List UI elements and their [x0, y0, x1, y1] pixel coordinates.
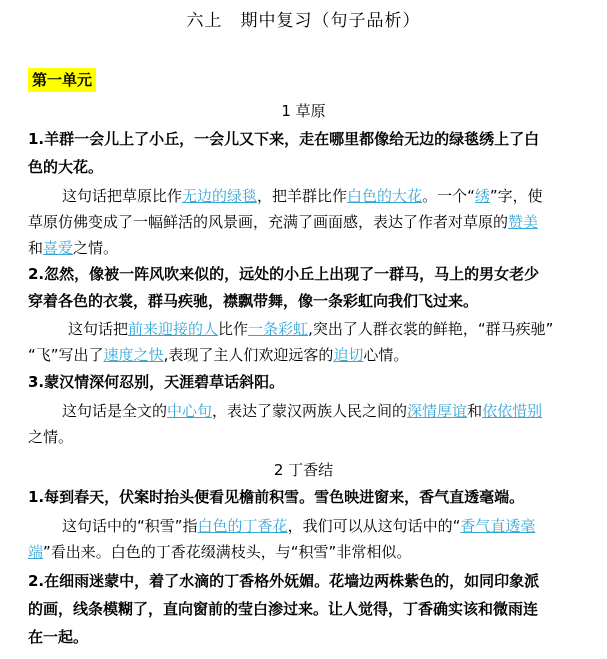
- answer-keyword: 前来迎接的人: [128, 320, 219, 338]
- sentence-3: 3.蒙汉情深何忍别，天涯碧草话斜阳。: [28, 373, 285, 391]
- answer-keyword: 无边的绿毯: [182, 187, 258, 205]
- answer-keyword: 香气直透毫: [460, 517, 536, 535]
- analysis-text: 这句话把: [68, 320, 129, 338]
- analysis-text: ,表现了主人们欢迎远客的: [163, 346, 334, 364]
- analysis-text: 之情。: [73, 239, 119, 257]
- answer-keyword: 白色的大花: [347, 187, 423, 205]
- analysis-text: 。一个“: [422, 187, 475, 205]
- answer-keyword: 深情厚谊: [407, 402, 468, 420]
- page-title: 六上 期中复习（句子品析）: [186, 11, 421, 31]
- analysis-text: “飞”写出了: [28, 346, 104, 364]
- lesson-heading-lilac: 2 丁香结: [273, 461, 334, 479]
- answer-keyword: 一条彩虹: [248, 320, 309, 338]
- sentence-5-line-3: 在一起。: [28, 628, 89, 646]
- sentence-1-line-2: 色的大花。: [28, 158, 104, 176]
- answer-keyword: 中心句: [167, 402, 213, 420]
- analysis-3-line-2: 之情。: [28, 428, 74, 446]
- analysis-text: ”字，使: [489, 187, 543, 205]
- answer-keyword: 依依惜别: [482, 402, 543, 420]
- analysis-4-line-2: [28, 541, 411, 563]
- answer-keyword: 迫切: [333, 346, 364, 364]
- analysis-1-line-1: [62, 185, 543, 207]
- analysis-text: 和: [28, 239, 44, 257]
- analysis-3-line-1: [62, 400, 542, 422]
- analysis-text: 这句话是全文的: [62, 402, 168, 420]
- analysis-text: 这句话把草原比作: [62, 187, 183, 205]
- answer-keyword: 速度之快: [103, 346, 164, 364]
- analysis-2-line-1: [68, 318, 553, 340]
- analysis-text: 草原仿佛变成了一幅鲜活的风景画，充满了画面感，表达了作者对草原的: [28, 213, 509, 231]
- analysis-text: ，把羊群比作: [257, 187, 348, 205]
- analysis-text: ，表达了蒙汉两族人民之间的: [212, 402, 408, 420]
- analysis-1-line-3: [28, 237, 118, 259]
- sentence-5-line-2: 的画，线条模糊了，直向窗前的莹白渗过来。让人觉得，丁香确实该和微雨连: [28, 600, 539, 618]
- analysis-1-line-2: [28, 211, 538, 233]
- unit-label: 第一单元: [28, 68, 96, 92]
- analysis-2-line-2: [28, 344, 408, 366]
- answer-keyword: 绣: [474, 187, 490, 205]
- analysis-text: ”看出来。白色的丁香花缀满枝头，与“积雪”非常相似。: [43, 543, 412, 561]
- analysis-text: 比作: [218, 320, 249, 338]
- answer-keyword: 端: [28, 543, 44, 561]
- sentence-5-line-1: 2.在细雨迷蒙中，着了水滴的丁香格外妩媚。花墙边两株紫色的，如同印象派: [28, 572, 540, 590]
- answer-keyword: 白色的丁香花: [197, 517, 288, 535]
- lesson-heading-grassland: 1 草原: [281, 102, 326, 120]
- sentence-1-line-1: 1.羊群一会儿上了小丘，一会儿又下来，走在哪里都像给无边的绿毯绣上了白: [28, 130, 540, 148]
- analysis-4-line-1: [62, 515, 535, 537]
- sentence-4: 1.每到春天，伏案时抬头便看见檐前积雪。雪色映进窗来，香气直透毫端。: [28, 488, 525, 506]
- analysis-text: 和: [467, 402, 483, 420]
- analysis-text: ，我们可以从这句话中的“: [287, 517, 461, 535]
- answer-keyword: 赞美: [508, 213, 539, 231]
- analysis-text: 这句话中的“积雪”指: [62, 517, 198, 535]
- answer-keyword: 喜爱: [43, 239, 74, 257]
- analysis-text: 心情。: [363, 346, 409, 364]
- sentence-2-line-1: 2.忽然，像被一阵风吹来似的，远处的小丘上出现了一群马，马上的男女老少: [28, 265, 540, 283]
- sentence-2-line-2: 穿着各色的衣裳，群马疾驰，襟飘带舞，像一条彩虹向我们飞过来。: [28, 292, 479, 310]
- analysis-text: ,突出了人群衣裳的鲜艳，“群马疾驰”: [308, 320, 554, 338]
